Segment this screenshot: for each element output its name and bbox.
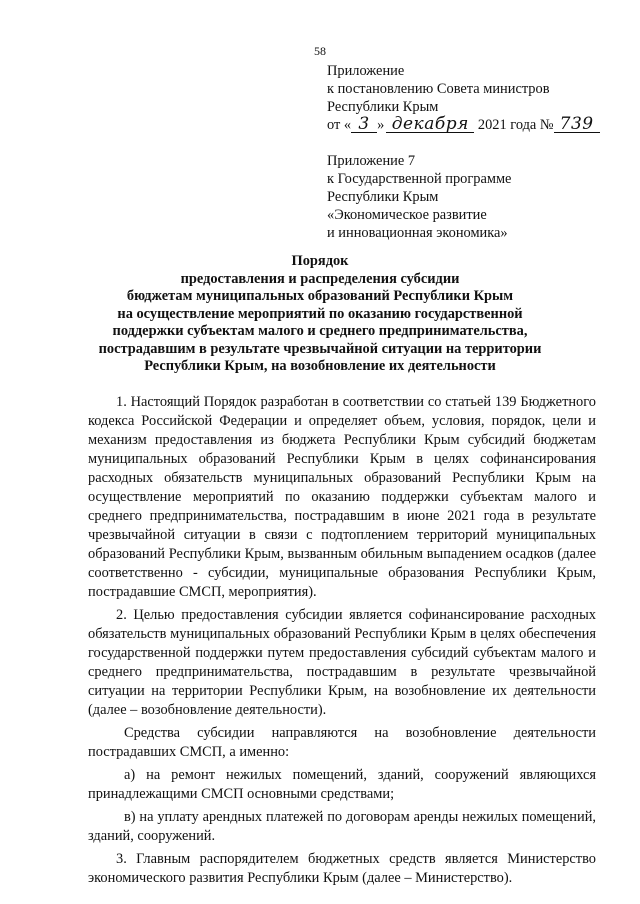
- title-line: поддержки субъектам малого и среднего предпринимательства,: [112, 323, 528, 339]
- annex-header-line: Приложение: [327, 63, 405, 79]
- document-title: [80, 253, 560, 376]
- annex-date-line: [327, 116, 600, 134]
- document-body: [88, 393, 596, 888]
- annex7-line: к Государственной программе: [327, 171, 512, 187]
- annex-header: [327, 62, 600, 134]
- paragraph-item-a: а) на ремонт нежилых помещений, зданий, сооружений являющихся принадлежащими СМСП основными средствами;: [88, 767, 596, 802]
- page-number: 58: [314, 44, 326, 58]
- date-prefix: от «: [327, 117, 352, 133]
- title-line: пострадавшим в результате чрезвычайной ситуации на территории: [98, 340, 542, 357]
- title-line: на осуществление мероприятий по оказанию государственной: [117, 305, 523, 322]
- paragraph-means: Средства субсидии направляются на возобновление деятельности пострадавших СМСП, а именно:: [88, 725, 596, 760]
- annex-header-line: Республики Крым: [327, 99, 439, 115]
- annex7-line: «Экономическое развитие: [327, 207, 487, 223]
- date-day-handwritten: 3: [351, 116, 377, 133]
- paragraph-item-v: в) на уплату арендных платежей по договорам аренды нежилых помещений, зданий, сооружений.: [88, 809, 596, 844]
- paragraph-3: 3. Главным распорядителем бюджетных средств является Министерство экономического развития Республики Крым (далее – Министерство).: [88, 851, 596, 886]
- annex7-line: Приложение 7: [327, 153, 416, 169]
- paragraph-2: 2. Целью предоставления субсидии является софинансирование расходных обязательств муниципальных образований Республики Крым в целях обеспечения государственной поддержки путем предоставления субсидий субъектам малого и среднего предпринимательства, пострадавшим в результате чрезвычайной ситуации на территории Республики Крым, на возобновление их деятельности (далее – возобновление деятельности).: [88, 607, 596, 718]
- date-suffix: 2021 года №: [477, 117, 554, 133]
- doc-number-handwritten: 739: [554, 116, 600, 133]
- title-line: предоставления и распределения субсидии: [180, 270, 460, 287]
- annex-header-line: к постановлению Совета министров: [327, 81, 550, 97]
- annex7-header: [327, 152, 511, 242]
- annex7-line: и инновационная экономика»: [327, 225, 508, 241]
- date-month-handwritten: декабря: [386, 116, 474, 133]
- title-line: Республики Крым, на возобновление их деятельности: [144, 358, 496, 374]
- date-mid: »: [377, 117, 385, 133]
- paragraph-1: 1. Настоящий Порядок разработан в соответствии со статьей 139 Бюджетного кодекса Российской Федерации и определяет объем, условия, порядок, цели и механизм предоставления из бюджета Республики Крым субсидий бюджетам муниципальных образований Республики Крым в целях софинансирования расходных обязательств муниципальных образований Республики Крым на осуществление мероприятий по оказанию поддержки субъектам малого и среднего предпринимательства, пострадавшим в июне 2021 года в результате чрезвычайной ситуации в связи с подтоплением территорий муниципальных образований Республики Крым, вызванным обильным выпадением осадков (далее соответственно - субсидии, муниципальные образования Республики Крым, пострадавшие СМСП, мероприятия).: [88, 394, 596, 600]
- title-line: Порядок: [291, 253, 349, 269]
- annex7-line: Республики Крым: [327, 189, 439, 205]
- title-line: бюджетам муниципальных образований Республики Крым: [126, 288, 514, 304]
